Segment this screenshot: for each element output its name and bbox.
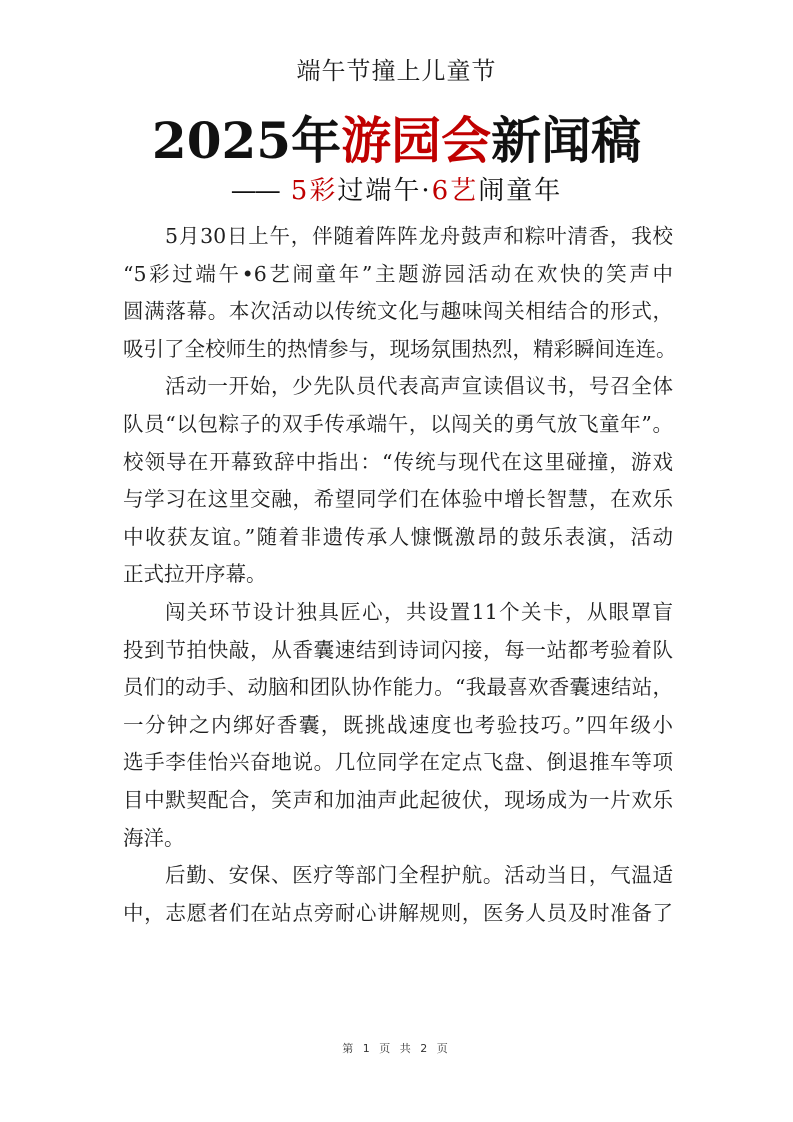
text-line: 中，志愿者们在站点旁耐心讲解规则，医务人员及时准备了	[123, 900, 673, 925]
text-line: 中收获友谊。”随着非遗传承人慷慨激昂的鼓乐表演，活动	[123, 524, 673, 549]
sub-title-char-yi: 艺	[450, 176, 479, 206]
text-line: “5彩过端午•6艺闹童年”主题游园活动在欢快的笑声中	[123, 261, 673, 286]
text-line: 吸引了全校师生的热情参与，现场氛围热烈，精彩瞬间连连。	[123, 336, 677, 361]
sub-title	[0, 172, 793, 210]
paragraph-2	[123, 368, 673, 594]
sub-title-char-cai: 彩	[309, 176, 338, 206]
main-title-highlight: 游园会	[341, 111, 492, 170]
text-line: 闯关环节设计独具匠心，共设置11个关卡，从眼罩盲	[165, 599, 673, 624]
paragraph-4	[123, 857, 673, 932]
text-line: 圆满落幕。本次活动以传统文化与趣味闯关相结合的形式，	[123, 299, 673, 324]
text-line: 队员“以包粽子的双手传承端午，以闯关的勇气放飞童年”。	[123, 411, 673, 436]
sub-title-num-5: 5	[290, 176, 310, 206]
text-line: 目中默契配合，笑声和加油声此起彼伏，现场成为一片欢乐	[123, 787, 673, 812]
text-line: 选手李佳怡兴奋地说。几位同学在定点飞盘、倒退推车等项	[123, 750, 673, 775]
text-line: 正式拉开序幕。	[123, 562, 267, 587]
sub-title-text-1: 过端午·	[337, 176, 432, 206]
text-line: 与学习在这里交融，希望同学们在体验中增长智慧，在欢乐	[123, 487, 673, 512]
article-body	[123, 218, 677, 932]
pre-title: 端午节撞上儿童节	[296, 57, 497, 85]
page-footer: 第 1 页 共 2 页	[342, 1042, 451, 1055]
text-line: 后勤、安保、医疗等部门全程护航。活动当日，气温适	[165, 863, 673, 888]
text-line: 员们的动手、动脑和团队协作能力。“我最喜欢香囊速结站，	[123, 675, 673, 700]
sub-title-dash: ——	[230, 176, 279, 206]
text-line: 校领导在开幕致辞中指出：“传统与现代在这里碰撞，游戏	[123, 449, 673, 474]
main-title-suffix: 新闻稿	[491, 111, 642, 170]
main-title	[0, 110, 793, 172]
sub-title-num-6: 6	[431, 176, 451, 206]
text-line: 5月30日上午，伴随着阵阵龙舟鼓声和粽叶清香，我校	[165, 224, 673, 248]
paragraph-3	[123, 594, 673, 857]
text-line: 海洋。	[123, 825, 185, 850]
main-title-year: 2025年	[151, 111, 342, 170]
text-line: 活动一开始，少先队员代表高声宣读倡议书，号召全体	[165, 374, 673, 399]
paragraph-1	[123, 218, 677, 368]
text-line: 一分钟之内绑好香囊，既挑战速度也考验技巧。”四年级小	[123, 712, 673, 737]
sub-title-text-2: 闹童年	[478, 176, 563, 206]
text-line: 投到节拍快敲，从香囊速结到诗词闪接，每一站都考验着队	[123, 637, 673, 662]
